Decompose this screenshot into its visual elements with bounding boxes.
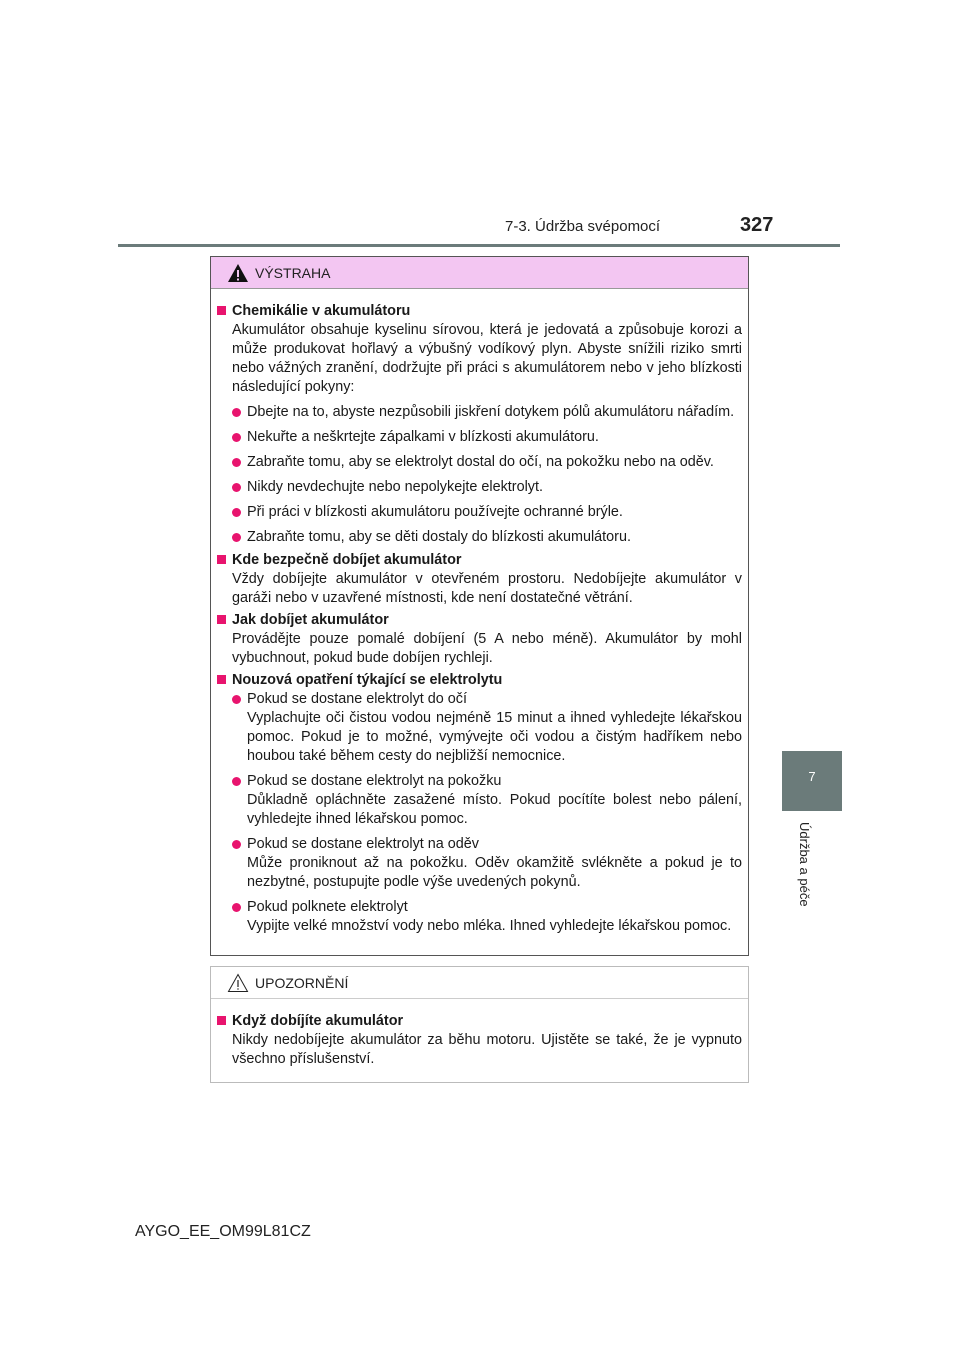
bullet-icon [232,408,241,417]
list-item: Zabraňte tomu, aby se elektrolyt dostal do očí, na pokožku nebo na oděv. [216,453,742,472]
section-text: Vždy dobíjejte akumulátor v otevřeném prostoru. Nedobíjejte akumulátor v garáži nebo v uzavřené místnosti, kde není dostatečné větrání. [232,571,742,606]
document-code: AYGO_EE_OM99L81CZ [135,1223,311,1240]
bullet-icon [232,483,241,492]
list-item: Nekuřte a neškrtejte zápalkami v blízkosti akumulátoru. [216,428,742,447]
caution-box [210,966,749,1083]
bullet-icon [232,433,241,442]
bullet-icon [232,533,241,542]
section-title: Jak dobíjet akumulátor [232,612,389,628]
list-item: Zabraňte tomu, aby se děti dostaly do blízkosti akumulátoru. [216,528,742,547]
list-item: Dbejte na to, abyste nezpůsobili jiskření dotykem pólů akumulátoru nářadím. [216,403,742,422]
warning-section [216,671,742,936]
header-divider [118,244,840,247]
section-title: Nouzová opatření týkající se elektrolytu [232,672,503,688]
section-text: Akumulátor obsahuje kyselinu sírovou, která je jedovatá a způsobuje korozi a může produkovat hořlavý a výbušný vodíkový plyn. Abyste snížili riziko smrti nebo vážných zranění, dodržujte při práci s akumulátorem nebo v jeho blízkosti následující pokyny: [232,322,742,395]
chapter-tab [782,751,842,811]
caution-triangle-icon [227,973,249,993]
warning-header [211,257,748,289]
section-square-icon [217,1016,226,1025]
bullet-icon [232,695,241,704]
caution-title: UPOZORNĚNÍ [255,975,349,991]
warning-section [216,611,742,668]
warning-section [216,302,742,547]
section-square-icon [217,306,226,315]
bullet-icon [232,840,241,849]
list-item: Pokud se dostane elektrolyt na oděv Může proniknout až na pokožku. Oděv okamžitě svlékněte a pokud je to nezbytné, postupujte podle výše uvedených pokynů. [216,835,742,892]
section-title: Kde bezpečně dobíjet akumulátor [232,552,462,568]
warning-triangle-icon [227,263,249,283]
warning-title: VÝSTRAHA [255,265,331,281]
list-item: Pokud polknete elektrolyt Vypijte velké množství vody nebo mléka. Ihned vyhledejte lékařskou pomoc. [216,898,742,936]
chapter-label: Údržba a péče [797,822,812,907]
section-square-icon [217,615,226,624]
list-item: Pokud se dostane elektrolyt na pokožku Důkladně opláchněte zasažené místo. Pokud pocítíte bolest nebo pálení, vyhledejte ihned lékařskou pomoc. [216,772,742,829]
bullet-icon [232,458,241,467]
section-title: 7-3. Údržba svépomocí [505,218,661,235]
section-square-icon [217,555,226,564]
bullet-icon [232,903,241,912]
section-text: Nikdy nedobíjejte akumulátor za běhu motoru. Ujistěte se také, že je vypnuto všechno příslušenství. [232,1032,742,1067]
section-square-icon [217,675,226,684]
chapter-number: 7 [808,769,816,784]
list-item: Při práci v blízkosti akumulátoru používejte ochranné brýle. [216,503,742,522]
warning-section [216,551,742,608]
list-item: Nikdy nevdechujte nebo nepolykejte elektrolyt. [216,478,742,497]
warning-body [211,289,748,936]
caution-body [211,999,748,1069]
caution-header [211,967,748,999]
page-number: 327 [740,214,774,236]
bullet-icon [232,508,241,517]
warning-box [210,256,749,956]
section-title: Chemikálie v akumulátoru [232,303,411,319]
caution-section [216,1012,742,1069]
bullet-icon [232,777,241,786]
section-title: Když dobíjíte akumulátor [232,1013,404,1029]
section-text: Provádějte pouze pomalé dobíjení (5 A nebo méně). Akumulátor by mohl vybuchnout, pokud bude dobíjen rychleji. [232,631,742,666]
list-item: Pokud se dostane elektrolyt do očí Vyplachujte oči čistou vodou nejméně 15 minut a ihned vyhledejte lékařskou pomoc. Pokud je to možné, vymývejte oči vodou a čistým hadříkem nebo houbou také během cesty do nejbližší nemocnice. [216,690,742,766]
